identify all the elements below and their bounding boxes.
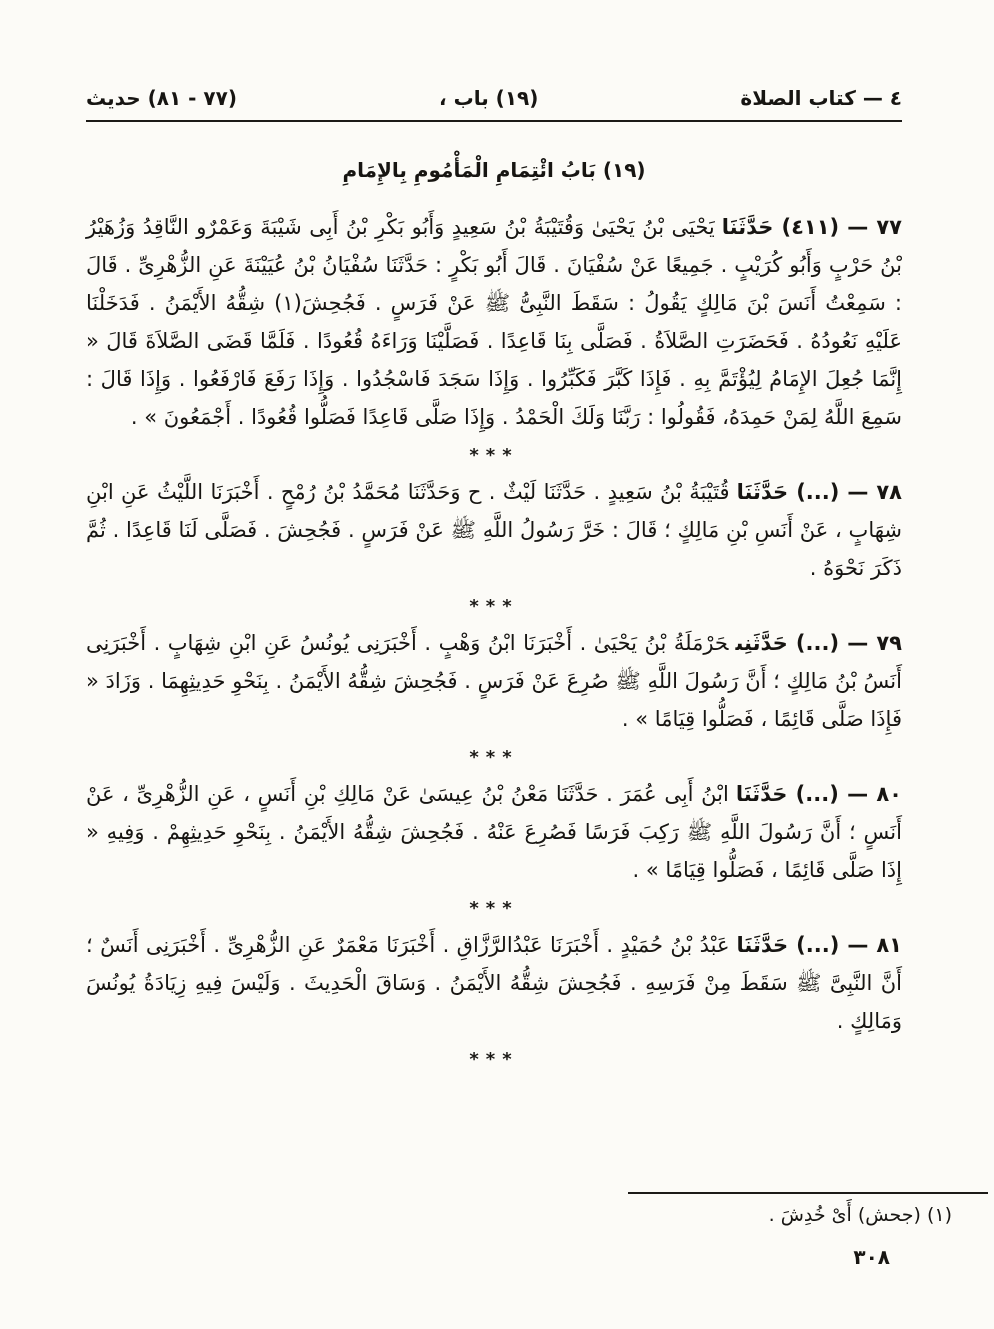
chapter-title: (١٩) بَابُ ائْتِمَامِ الْمَأْمُومِ بِالإِمَامِ: [342, 158, 646, 182]
footnote-text: (١) (جحش) أَىْ خُدِشَ .: [768, 1204, 952, 1226]
hadith-81-number: ٨١ — (...) حَدَّثَنَا: [736, 933, 902, 957]
hadith-77-text: يَحْيَى بْنُ يَحْيَىٰ وَقُتَيْبَةُ بْنُ سَعِيدٍ وَأَبُو بَكْرِ بْنُ أَبِى شَيْبَةَ وَعَمْرٌو النَّاقِدُ وَزُهَيْرُ بْنُ حَرْبٍ وَأَبُو كُرَيْبٍ . جَمِيعًا عَنْ سُفْيَانَ . قَالَ أَبُو بَكْرٍ : حَدَّثَنَا سُفْيَانُ بْنُ عُيَيْنَةَ عَنِ الزُّهْرِىِّ . قَالَ : سَمِعْتُ أَنَسَ بْنَ مَالِكٍ يَقُولُ : سَقَطَ النَّبِىُّ ﷺ عَنْ فَرَسٍ . فَجُحِشَ(١) شِقُّهُ الأَيْمَنُ . فَدَخَلْنَا عَلَيْهِ نَعُودُهُ . فَحَضَرَتِ الصَّلاَةُ . فَصَلَّى بِنَا قَاعِدًا . فَصَلَّيْنَا وَرَاءَهُ قُعُودًا . فَلَمَّا قَضَى الصَّلاَةَ قَالَ « إِنَّمَا جُعِلَ الإِمَامُ لِيُؤْتَمَّ بِهِ . فَإِذَا كَبَّرَ فَكَبِّرُوا . وَإِذَا سَجَدَ فَاسْجُدُوا . وَإِذَا رَفَعَ فَارْفَعُوا . وَإِذَا قَالَ : سَمِعَ اللَّهُ لِمَنْ حَمِدَهُ، فَقُولُوا : رَبَّنَا وَلَكَ الْحَمْدُ . وَإِذَا صَلَّى قَاعِدًا فَصَلُّوا قُعُودًا . أَجْمَعُونَ » .: [86, 215, 902, 429]
header-book-title: ٤ — كتاب الصلاة: [740, 86, 902, 110]
hadith-78: [86, 473, 902, 587]
footnote-section: [0, 1192, 994, 1226]
hadith-81-text: عَبْدُ بْنُ حُمَيْدٍ . أَخْبَرَنَا عَبْدُالرَّزَّاقِ . أَخْبَرَنَا مَعْمَرٌ عَنِ الزُّهْرِىِّ . أَخْبَرَنِى أَنَسٌ ؛ أَنَّ النَّبِىَّ ﷺ سَقَطَ مِنْ فَرَسِهِ . فَجُحِشَ شِقُّهُ الأَيْمَنُ . وَسَاقَ الْحَدِيثَ . وَلَيْسَ فِيهِ زِيَادَةُ يُونُسَ وَمَالِكٍ .: [86, 933, 902, 1033]
section-separator-5: ***: [469, 1049, 519, 1070]
hadith-80-number: ٨٠ — (...) حَدَّثَنَا: [735, 782, 902, 806]
hadith-80: [86, 775, 902, 889]
section-separator-1: ***: [469, 445, 519, 466]
running-header: [86, 86, 902, 110]
hadith-80-text: ابْنُ أَبِى عُمَرَ . حَدَّثَنَا مَعْنُ بْنُ عِيسَىٰ عَنْ مَالِكِ بْنِ أَنَسٍ ، عَنِ الزُّهْرِىِّ ، عَنْ أَنَسٍ ؛ أَنَّ رَسُولَ اللَّهِ ﷺ رَكِبَ فَرَسًا فَصُرِعَ عَنْهُ . فَجُحِشَ شِقُّهُ الأَيْمَنُ . بِنَحْوِ حَدِيثِهِمْ . وَفِيهِ « إِذَا صَلَّى قَائِمًا ، فَصَلُّوا قِيَامًا » .: [86, 782, 902, 882]
page-number: ٣٠٨: [853, 1245, 890, 1269]
header-divider: [86, 120, 902, 122]
hadith-81: [86, 926, 902, 1040]
section-separator-2: ***: [469, 596, 519, 617]
header-chapter-ref: (١٩) باب ،: [439, 86, 539, 110]
header-hadith-range: (٧٧ - ٨١) حديث: [86, 86, 237, 110]
hadith-77-number: ٧٧ — (٤١١) حَدَّثَنَا: [721, 215, 902, 239]
hadith-79-text: حَرْمَلَةُ بْنُ يَحْيَىٰ . أَخْبَرَنَا ابْنُ وَهْبٍ . أَخْبَرَنِى يُونُسُ عَنِ ابْنِ شِهَابٍ . أَخْبَرَنِى أَنَسُ بْنُ مَالِكٍ ؛ أَنَّ رَسُولَ اللَّهِ ﷺ صُرِعَ عَنْ فَرَسٍ . فَجُحِشَ شِقُّهُ الأَيْمَنُ . بِنَحْوِ حَدِيثِهِمَا . وَزَادَ « فَإِذَا صَلَّى قَائِمًا ، فَصَلُّوا قِيَامًا » .: [86, 631, 902, 731]
hadith-78-number: ٧٨ — (...) حَدَّثَنَا: [736, 480, 902, 504]
hadith-77: [86, 208, 902, 436]
hadith-79: [86, 624, 902, 738]
hadith-78-text: قُتَيْبَةُ بْنُ سَعِيدٍ . حَدَّثَنَا لَيْثٌ . ح وَحَدَّثَنَا مُحَمَّدُ بْنُ رُمْحٍ . أَخْبَرَنَا اللَّيْثُ عَنِ ابْنِ شِهَابٍ ، عَنْ أَنَسِ بْنِ مَالِكٍ ؛ قَالَ : خَرَّ رَسُولُ اللَّهِ ﷺ عَنْ فَرَسٍ . فَجُحِشَ . فَصَلَّى لَنَا قَاعِدًا . ثُمَّ ذَكَرَ نَحْوَهُ .: [86, 480, 902, 580]
hadith-79-number: ٧٩ — (...) حَدَّثَنِى: [735, 631, 902, 655]
section-separator-3: ***: [469, 747, 519, 768]
section-separator-4: ***: [469, 898, 519, 919]
